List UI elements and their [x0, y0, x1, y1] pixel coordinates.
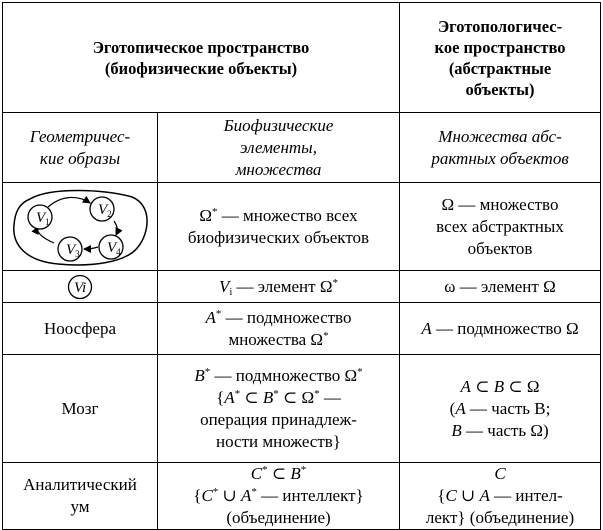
element-abs-text: ω — элемент Ω	[444, 276, 556, 296]
node-v4-label: $V_4$	[107, 239, 121, 257]
mind-label-line-2: ум	[70, 497, 90, 516]
arrow-v2-v4	[114, 221, 117, 235]
brain-abs-line-2: (A — часть B;	[449, 398, 551, 418]
sets-table	[2, 2, 601, 530]
header-topo-line-4: объекты)	[465, 79, 535, 99]
mind-abs-line-2: {C ∪ A — интел-	[437, 486, 563, 505]
subheader-abs-line-1: Множества абс-	[438, 126, 562, 146]
noosphere-label: Ноосфера	[43, 318, 117, 338]
subheader-geo-line-2: кие образы	[39, 148, 121, 168]
header-egotopic-line-1: Эготопическое пространство	[92, 37, 310, 57]
mind-abs-line-1: C	[494, 464, 506, 483]
brain-abs-cell	[400, 355, 601, 463]
element-node-cell	[3, 271, 158, 303]
node-vi-label: Vi	[74, 279, 87, 296]
node-vi	[62, 273, 98, 301]
header-row	[3, 3, 601, 113]
node-v1	[28, 205, 52, 229]
subheader-abs-line-2: рактных объектов	[431, 148, 569, 168]
mind-bio-line-2: {C* ∪ A* — интеллект}	[193, 486, 364, 505]
omega-bio-line-2: биофизических объектов	[187, 227, 370, 247]
mind-bio-line-1: C* ⊂ B*	[250, 464, 307, 483]
brain-label-cell	[3, 355, 158, 463]
brain-bio-line-3: операция принадлеж-	[200, 409, 357, 429]
omega-row	[3, 183, 601, 271]
noosphere-bio-line-2: множества Ω*	[228, 329, 329, 349]
mind-bio-cell	[158, 463, 400, 530]
omega-abs-line-2: всех абстрактных	[436, 216, 564, 236]
node-v3-label: $V_3$	[66, 241, 80, 259]
mind-abs-line-3: лект} (объединение)	[425, 508, 575, 527]
subheader-bio-line-1: Биофизические	[223, 115, 334, 135]
subheader-geometric-cell	[3, 113, 158, 183]
header-topo-line-3: (абстрактные	[448, 58, 552, 78]
omega-bio-cell	[158, 183, 400, 271]
brain-bio-cell	[158, 355, 400, 463]
element-bio-text: $V_i$ — элемент Ω*	[219, 276, 338, 298]
mind-abs-cell	[400, 463, 601, 530]
element-row	[3, 271, 601, 303]
header-egotopological-cell	[400, 3, 601, 113]
brain-row	[3, 355, 601, 463]
noosphere-row	[3, 303, 601, 355]
node-v3	[58, 237, 82, 261]
noosphere-bio-cell	[158, 303, 400, 355]
header-topo-line-2: кое пространство	[434, 37, 566, 57]
noosphere-label-cell	[3, 303, 158, 355]
subheader-row	[3, 113, 601, 183]
subheader-abstract-cell	[400, 113, 601, 183]
omega-diagram-cell	[3, 183, 158, 271]
node-v1-label: $V_1$	[36, 209, 50, 227]
element-bio-cell	[158, 271, 400, 303]
mind-label-line-1: Аналитический	[23, 475, 137, 494]
brain-label: Мозг	[61, 398, 99, 418]
subheader-bio-line-3: множества	[235, 159, 322, 179]
header-egotopic-cell	[3, 3, 400, 113]
mind-bio-line-3: (объединение)	[226, 508, 331, 527]
omega-bio-line-1: Ω* — множество всех	[199, 205, 358, 225]
brain-abs-line-3: B — часть Ω)	[451, 420, 549, 440]
element-abs-cell	[400, 271, 601, 303]
subheader-biophysical-cell	[158, 113, 400, 183]
set-diagram	[10, 187, 150, 267]
arrow-v1-v2	[48, 197, 90, 207]
brain-abs-line-1: A ⊂ B ⊂ Ω	[460, 376, 540, 396]
omega-abs-line-3: объектов	[467, 238, 533, 258]
node-v4	[99, 235, 123, 259]
brain-bio-line-4: ности множеств}	[216, 431, 341, 451]
mind-label-cell	[3, 463, 158, 530]
node-v2-label: $V_2$	[98, 201, 112, 219]
arrow-v4-v3	[84, 247, 98, 249]
node-v2	[90, 197, 114, 221]
noosphere-abs-cell	[400, 303, 601, 355]
brain-bio-line-1: B* — подмножество Ω*	[194, 365, 363, 385]
subheader-geo-line-1: Геометричес-	[29, 126, 131, 146]
mind-row	[3, 463, 601, 530]
header-topo-line-1: Эготопологичес-	[437, 16, 563, 36]
omega-abs-cell	[400, 183, 601, 271]
subheader-bio-line-2: элементы,	[240, 137, 317, 157]
noosphere-bio-line-1: A* — подмножество	[205, 307, 352, 327]
noosphere-abs-text: A — подмножество Ω	[421, 318, 579, 338]
header-egotopic-line-2: (биофизические объекты)	[104, 58, 298, 78]
omega-abs-line-1: Ω — множество	[441, 194, 559, 214]
brain-bio-line-2: {A* ⊂ B* ⊂ Ω* —	[216, 387, 341, 407]
